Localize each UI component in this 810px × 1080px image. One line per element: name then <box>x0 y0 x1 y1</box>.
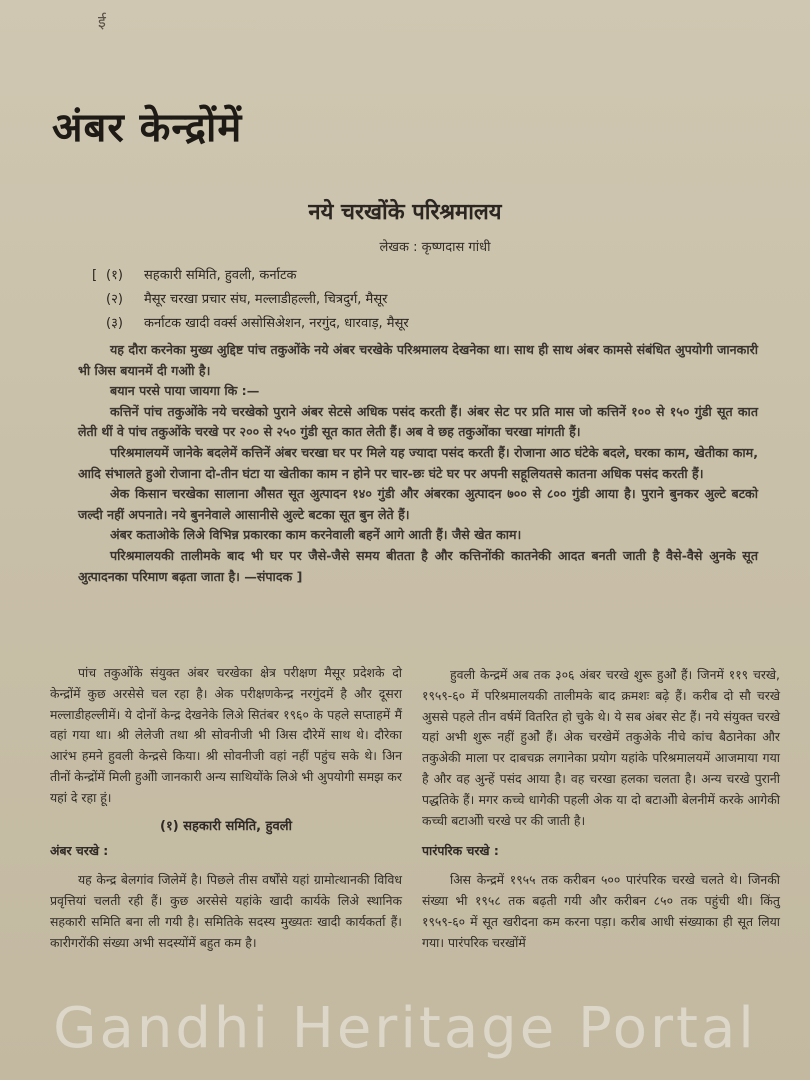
bracket-spacer <box>92 312 106 336</box>
editor-paragraph: परिश्रमालयमें जानेके बदलेमें कत्तिनें अंबर चरखा घर पर मिले यह ज्यादा पसंद करती हैं। रोजाना आठ घंटेके बदले, घरका काम, खेतीका काम, आदि संभालते हुओ रोजाना दो-तीन घंटा या खेतीका काम न होने पर चार-छः घंटे घर पर अपनी सहूलियतसे कातना अधिक पसंद करती हैं। <box>78 444 759 481</box>
section-label: अंबर चरखे : <box>50 843 109 859</box>
centre-name: सहकारी समिति, हुवली, कर्नाटक <box>144 268 297 283</box>
bracket-open: [ <box>92 268 98 283</box>
editor-paragraph: अेक किसान चरखेका सालाना औसत सूत अुत्पादन १४० गुंडी और अंबरका अुत्पादन ७०० से ८०० गुंडी आया है। पुराने बुनकर अुल्टे बटको जल्दी नहीं अपनाते। नये बुननेवाले आसानीसे अुल्टे बटका सूत बुन लेते हैं। <box>78 486 758 522</box>
sub-heading: (१) सहकारी समिति, हुवली <box>160 818 292 834</box>
intro-paragraph: पांच तकुओंके संयुक्त अंबर चरखेका क्षेत्र परीक्षण मैसूर प्रदेशके दो केन्द्रोंमें कुछ अरसेसे चल रहा है। अेक परीक्षणकेन्द्र नरगुंदमें है और दूसरा मल्लाडीहल्लीमें। ये दोनों केन्द्र देखनेके लिअे सितंबर १९६० के पहले सप्ताहमें मैं वहां गया था। श्री लेलेजी तथा श्री सोवनीजी भी अिस दौरेमें साथ थे। दौरेका आरंभ हमने हुवली केन्द्रसे किया। श्री सोवनीजी वहां नहीं पहुंच सके थे। अिन तीनों केन्द्रोंमें मिली हुओी जानकारी अन्य साथियोंके लिअे भी अुपयोगी समझ कर यहां दे रहा हूं। <box>50 665 402 805</box>
centres-list <box>92 264 409 336</box>
watermark: Gandhi Heritage Portal <box>53 996 757 1061</box>
editor-signature: —संपादक ] <box>244 568 303 584</box>
editor-paragraph <box>78 546 758 587</box>
body-paragraph: अिस केन्द्रमें १९५५ तक करीबन ५०० पारंपरिक चरखे चलते थे। जिनकी संख्या भी १९५८ तक बढ़ती गयी और करीबन ८५० तक पहुंची थी। किंतु १९५९-६० में सूत खरीदना कम करना पड़ा। करीब आधी संख्याका ही सूत लिया गया। पारंपरिक चरखोंमें <box>422 872 780 950</box>
article-author: लेखक : कृष्णदास गांधी <box>379 240 491 255</box>
body-paragraph: यह केन्द्र बेलगांव जिलेमें है। पिछले तीस वर्षोंसे यहां ग्रामोत्थानकी विविध प्रवृत्तियां चलती रही हैं। कुछ अरसेसे यहांके खादी कार्यके लिअे स्थानिक सहकारी समिति बना ली गयी है। समितिके सदस्य मुख्यतः खादी कार्यकर्ता हैं। कारीगरोंकी संख्या अभी सदस्योंमें बहुत कम है। <box>50 872 402 950</box>
page-mark: ई <box>98 12 106 31</box>
editor-paragraph: कत्तिनें पांच तकुओंके नये चरखेको पुराने अंबर सेटसे अधिक पसंद करती हैं। अंबर सेट पर प्रति मास जो कत्तिनें १०० से १५० गुंडी सूत कात लेती थीं वे पांच तकुओंके चरखे पर २०० से २५० गुंडी सूत कात लेती हैं। अब वे छह तकुओंका चरखा मांगती हैं। <box>78 403 758 440</box>
editor-note <box>78 340 758 587</box>
editor-paragraph: बयान परसे पाया जायगा कि :— <box>110 383 260 399</box>
centre-item <box>92 264 409 288</box>
centre-name: मैसूर चरखा प्रचार संघ, मल्लाडीहल्ली, चित्रदुर्ग, मैसूर <box>144 292 388 307</box>
centre-number: (१) <box>106 268 123 283</box>
centre-number: (३) <box>106 316 123 331</box>
right-column <box>422 665 780 953</box>
left-column <box>50 663 402 953</box>
section-title: अंबर केन्द्रोंमें <box>52 105 243 151</box>
bracket-spacer <box>92 288 106 312</box>
editor-paragraph: अंबर कताओके लिअे विभिन्न प्रकारका काम करनेवाली बहनें आगे आती हैं। जैसे खेत काम। <box>110 527 522 543</box>
centre-item <box>92 288 409 312</box>
centre-name: कर्नाटक खादी वर्क्स असोसिअेशन, नरगुंद, धारवाड़, मैसूर <box>144 316 409 331</box>
centre-item <box>92 312 409 336</box>
centre-number: (२) <box>106 292 123 307</box>
section-label: पारंपरिक चरखे : <box>422 843 499 859</box>
editor-paragraph: यह दौरा करनेका मुख्य अुद्दिष्ट पांच तकुओंके नये अंबर चरखेके परिश्रमालय देखनेका था। साथ ही साथ अंबर कामसे संबंधित अुपयोगी जानकारी भी अिस बयानमें दी गओी है। <box>78 342 758 378</box>
editor-last-text: परिश्रमालयकी तालीमके बाद भी घर पर जैसे-जैसे समय बीतता है और कत्तिनोंकी कातनेकी आदत बनती जाती है वैसे-वैसे अुनके सूत अुत्पादनका परिमाण बढ़ता जाता है। <box>78 547 758 584</box>
body-paragraph: हुवली केन्द्रमें अब तक ३०६ अंबर चरखे शुरू हुओे हैं। जिनमें ११९ चरखे, १९५९-६० में परिश्रमालयकी तालीमके बाद क्रमशः बढ़े हैं। करीब दो सौ चरखे अुससे पहले तीन वर्षमें वितरित हो चुके थे। ये सब अंबर सेट हैं। नये संयुक्त चरखे यहां अभी शुरू नहीं हुओे हैं। अेक चरखेमें तकुअेके नीचे कांच बैठानेका और तकुअेकी माला पर दाबचक्र लगानेका प्रयोग यहांके परिश्रमालयमें आजमाया गया है और वह अुन्हें पसंद आया है। वह चरखा हलका चलता है। अन्य चरखे पुरानी पद्धतिके हैं। मगर कच्चे धागेकी पहली अेक या दो बटाओी बेलनीमें करके आगेकी कच्ची बटाओी चरखे पर की जाती है। <box>422 667 780 828</box>
article-title: नये चरखोंके परिश्रमालय <box>308 200 502 225</box>
